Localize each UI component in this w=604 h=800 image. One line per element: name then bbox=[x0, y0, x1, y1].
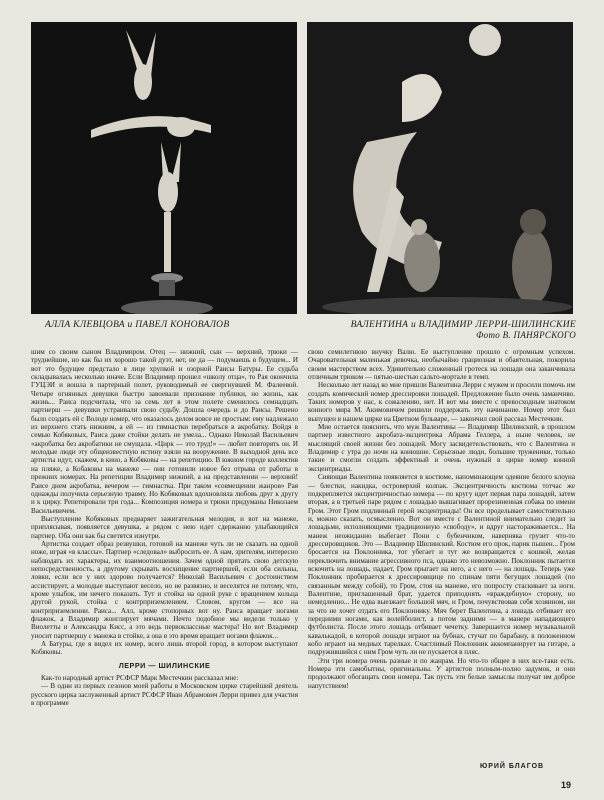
photo-horse-act bbox=[307, 22, 573, 314]
caption-text: ВАЛЕНТИНА и ВЛАДИМИР ЛЕРРИ-ШИЛИНСКИЕ bbox=[350, 320, 576, 330]
section-heading: ЛЕРРИ — ШИЛИНСКИЕ bbox=[118, 660, 211, 670]
caption-text: АЛЛА КЛЕВЦОВА и ПАВЕЛ КОНОВАЛОВ bbox=[45, 320, 230, 330]
paragraph: шим со своим сыном Владимиром. Отец — нижний, сын — верхний, трюки — труднейшие, но как бы их хорошо такой дуэт, нет, не да — подумаешь в будущем... И вот это будущее предстало в лице хрупкой и озорной Раисы Батуры. Ее судьба складывалась несколько иначе. Если Владимир прошел «школу отца», то Рая окончила ГУЦЭИ и вошла в партерный полет, руководимый ее свергнувшей М. Фалеевой. Четыре огнянных девушки быстро завоевали признание публики, но жизнь, как жизнь... Раиса подсчитала, что за семь лет в этом полете сменилось семнадцать партнерш — девушки устраивали свою судьбу. Дошла очередь и до Раисы. Решено было создать ей с Володе номер, что оказалось делом вовсе не простым: ему надлежало из верхнего стать нижним, а ей — из гимнастки перебраться в акробатку. Войдя в семью Кобяковых, Раиса даже стойки делать не умела... Однако Николай Васильевич «акробатка без акробатики не смущала. «Цирк — это труд!» — любит повторять он. И молодые люди эту общеизвестную истину взяли на вооружение. В выходной день все артисты идут, скажем, в кино, а Кобяковы — на репетицию. В южном городе коллектив на пляже, а Кобаковы на манеже — они готовили новое без отрыва от работы в прежних номерах. На репетиции Владимир нижний, а на представлении — верхний! Раисе днем акробатка, вечером — гимнастка. При таком «совмещении жанров» Рая однажды получила серьезную травму. Но Кобяковых вдохновляла любовь друг к другу и к цирку. Репетировали три года... Композиция номера и трюки придуманы Николаем Васильевичем. bbox=[31, 348, 298, 515]
paragraph: свою семилетнюю внучку Валю. Ее выступление прошло с огромным успехом. Очаровательная маленькая девочка, необычайно грациозная и обаятельная, покорила своим мастерством всех. Удивительно сложенный гротеск на лошади она заканчивала отличным трюком — пятью-шестью сальто-мортале в темп. bbox=[308, 348, 575, 382]
paragraph: Мне остается пояснить, что муж Валентины — Владимир Шилинский, в прошлом партнер известного акробата-эксцентрика Абрама Геллера, а ныне человек, не мыслящий своей жизни без лошадей. Могу засвидетельствовать, что с Валентина и Владимир с утра до ночи на конюшне. Серьезные люди, большие труженики, только такие и смогли создать эффектный и очень нужный в цирке номер конной эксцентриады. bbox=[308, 423, 575, 473]
photo-caption-right bbox=[316, 320, 576, 340]
paragraph: А Батуры, где я видел их номер, всего лишь второй город, в котором выступают Кобяковы. bbox=[31, 640, 298, 657]
paragraph: Выступление Кобяковых предваряет зажигательная мелодия, и вот на манеже, приплясывая, появляется девушка, а рядом с нею идет сдержанно улыбающийся партнер. Оба они как бы светятся изнутри. bbox=[31, 514, 298, 540]
article-author: ЮРИЙ БЛАГОВ bbox=[480, 763, 545, 770]
paragraph: — В одни из первых сезонов моей работы в Московском цирке старейший деятель русского цирка заслуженный артист РСФСР Иван Абрамович Лерри привез для участия в программе bbox=[31, 682, 298, 708]
article-column-right bbox=[308, 348, 575, 690]
photo-acrobats bbox=[31, 22, 297, 314]
photo-caption-left bbox=[45, 320, 285, 330]
paragraph: Несколько лет назад ко мне пришли Валентина Лерри с мужем и просили помочь им создать комический номер дрессировки лошадей. Предложение было очень заманчиво. Таких номеров у нас, к сожалению, нет. И вот мы вместе с превосходным знатоком конного мира М. Акимовичем решили поддержать эту начинание. Номер этот был выпущен в нашем цирке на Цветном бульваре, — закончил свой рассказ Местечкин. bbox=[308, 381, 575, 423]
paragraph: Сияющая Валентина появляется в костюме, напоминающем одеяние белого клоуна — блестки, накидка, островерхий колпак. Эксцентричность костюма тотчас же подкрепляется эксцентричностью номера — по кругу идет первая пара лошадей, затем вторая, а в третьей паре рядом с лошадью вышагивает прорезиненная собака по имени Гром. Этот Гром подлинный герой эксцентриады! Он все проделывает самостоятельно и, можно сказать, осмысленно. Вот он вместе с Валентиной внимательно следит за лошадьми, исполняющими традиционную «свободу», и вдруг настораживается... На манеж неожиданно выбегает Пони с бубенчиком, наверняка грузит что-то дрессировщиков. Это — Владимир Шилинский. Костюм его прок, парик пышен... Гром бросается на Поклонника, тот убегает и тут же возвращается с кошкой, желая переключить внимание агрессивного пса, однако это невозможно. Поклонник пытается вскочить на лошадь, падает, Гром прыгает на него, а с него — на лошадь. Теперь уже Поклонник пробирается к дрессировщице по спинам пяти бегущих лошадей (по связанным между собой), то Гром, стоя на манеже, его попросту стаскивает за ноги. Валентине, приглашенный брат, удается приподнять «враждебную» сторону, но немедленно... Не едва выезжает большой мяч, и Гром, почувствовав себя хозяином, ни за что не хочет отдать его Поклоннику. Мяч берет Валентина, а лошадь отбивает его передними ногами, как волейболист, а потом задними — в манере нападающего футболиста. После этого лошадь отбивает чечетку. Завершается номер музыкальной кавалькадой, в которой лошади играют на бубнах, стучат по барабану, в положенном кобо играют на медных тарелках. Счастливый Поклонник аккомпанирует на гитаре, а подружившийся с ним Гром чуть ли не пускается в пляс. bbox=[308, 473, 575, 657]
page-number: 19 bbox=[561, 780, 572, 790]
article-column-left bbox=[31, 348, 298, 707]
paragraph: Эти три номера очень разные и по жанрам. Но что-то общее в них все-таки есть. Номера эти самобытны, оригинальны. У артистов полным-полно задумок, и они продолжают обогащать свои номера. Так пусть эти белые замыслы получат им доброе напутствием! bbox=[308, 656, 575, 690]
photo-credit: Фото В. ПАНЯРСКОГО bbox=[476, 330, 576, 340]
paragraph: Как-то народный артист РСФСР Марк Местечкин рассказал мне: bbox=[41, 674, 239, 683]
paragraph: Артистка создает образ резвушки, готовой на манеже чуть ли не сказать на одной ноже, играя «в классы». Партнер «следовал» выбросить ее. А нам, зрителям, интересно наблюдать их характеры, их взаимоотношения. Зачем одной прятать свою детскую непосредственность, а другому скрывать восхищение партнершей, если оба сильны, ловки, если все у них здорово получается? Николай Васильевич с достоинством ассистирует, а молодые выступают весело, но не развязно, и веселятся не потому, что, кроме улыбок, им нечего показать. Тут и стойка на одной руке с вращением кольца другой рукой, стойка с контрприземлением. Словом, кругом — все на контрприземлении. Раиса... Алл, кроме стопорных вот ну. Раиса вращает ногами флажок, а Владимир жонглирует мячами. Нечто подобное мы видели только у Виолетты и Александра Кисс, а это ведь первоклассные мастера! Но вот Владимир уносит партнершу с манежа в стойке, а она в это время вращает ногами флажок... bbox=[31, 539, 298, 640]
